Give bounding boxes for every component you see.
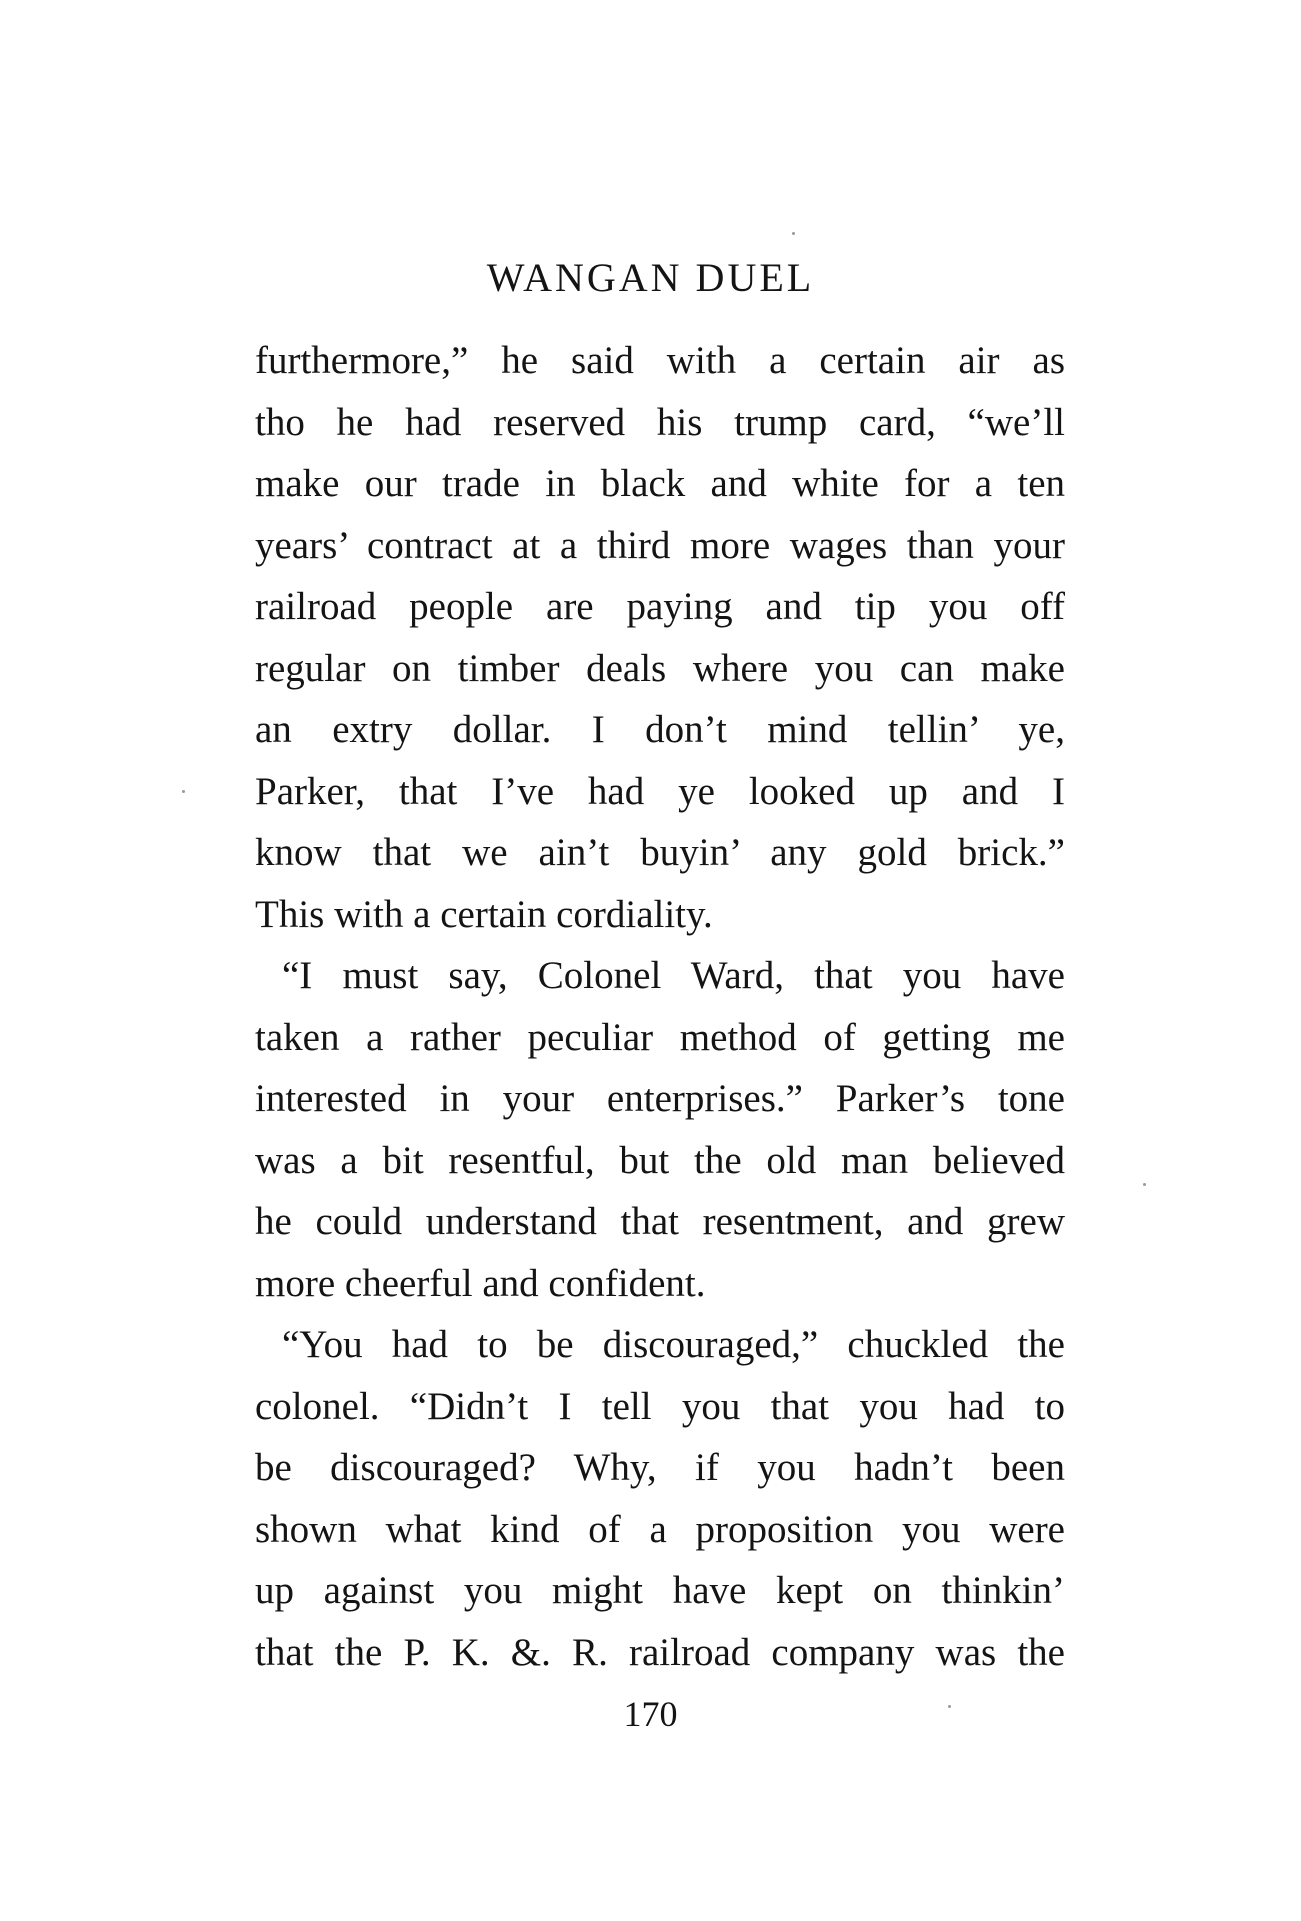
text-line: taken a rather peculiar method of getting me — [255, 1015, 1065, 1059]
text-line: know that we ain’t buyin’ any gold brick.” — [255, 831, 1065, 874]
scan-speck — [948, 1705, 951, 1708]
text-line: furthermore,” he said with a certain air as — [255, 339, 1065, 382]
paragraph-first-line: “I must say, Colonel Ward, that you have — [282, 954, 1065, 997]
text-line: regular on timber deals where you can make — [255, 646, 1065, 690]
scan-speck — [792, 232, 795, 235]
text-line: tho he had reserved his trump card, “we’ll — [255, 400, 1065, 444]
text-line: colonel. “Didn’t I tell you that you had to — [255, 1384, 1065, 1428]
text-line: that the P. K. &. R. railroad company was the — [255, 1630, 1065, 1674]
text-line: railroad people are paying and tip you off — [255, 585, 1065, 628]
text-line: more cheerful and confident. — [255, 1261, 706, 1305]
text-line: he could understand that resentment, and grew — [255, 1200, 1065, 1243]
text-line: interested in your enterprises.” Parker’s tone — [255, 1077, 1065, 1120]
text-line: This with a certain cordiality. — [255, 892, 713, 936]
text-line: Parker, that I’ve had ye looked up and I — [255, 769, 1065, 813]
text-line: an extry dollar. I don’t mind tellin’ ye, — [255, 708, 1065, 751]
page-number: 170 — [623, 1694, 678, 1734]
text-line: make our trade in black and white for a ten — [255, 462, 1065, 505]
text-line: years’ contract at a third more wages than your — [255, 523, 1065, 567]
scan-speck — [182, 790, 185, 793]
text-line: was a bit resentful, but the old man believed — [255, 1138, 1065, 1182]
text-line: be discouraged? Why, if you hadn’t been — [255, 1446, 1065, 1489]
text-line: shown what kind of a proposition you were — [255, 1507, 1065, 1551]
body-text — [255, 330, 1065, 1683]
paragraph-first-line: “You had to be discouraged,” chuckled the — [282, 1323, 1065, 1366]
running-head: WANGAN DUEL — [486, 255, 815, 300]
scan-speck — [1143, 1183, 1146, 1186]
text-line: up against you might have kept on thinkin’ — [255, 1569, 1065, 1612]
